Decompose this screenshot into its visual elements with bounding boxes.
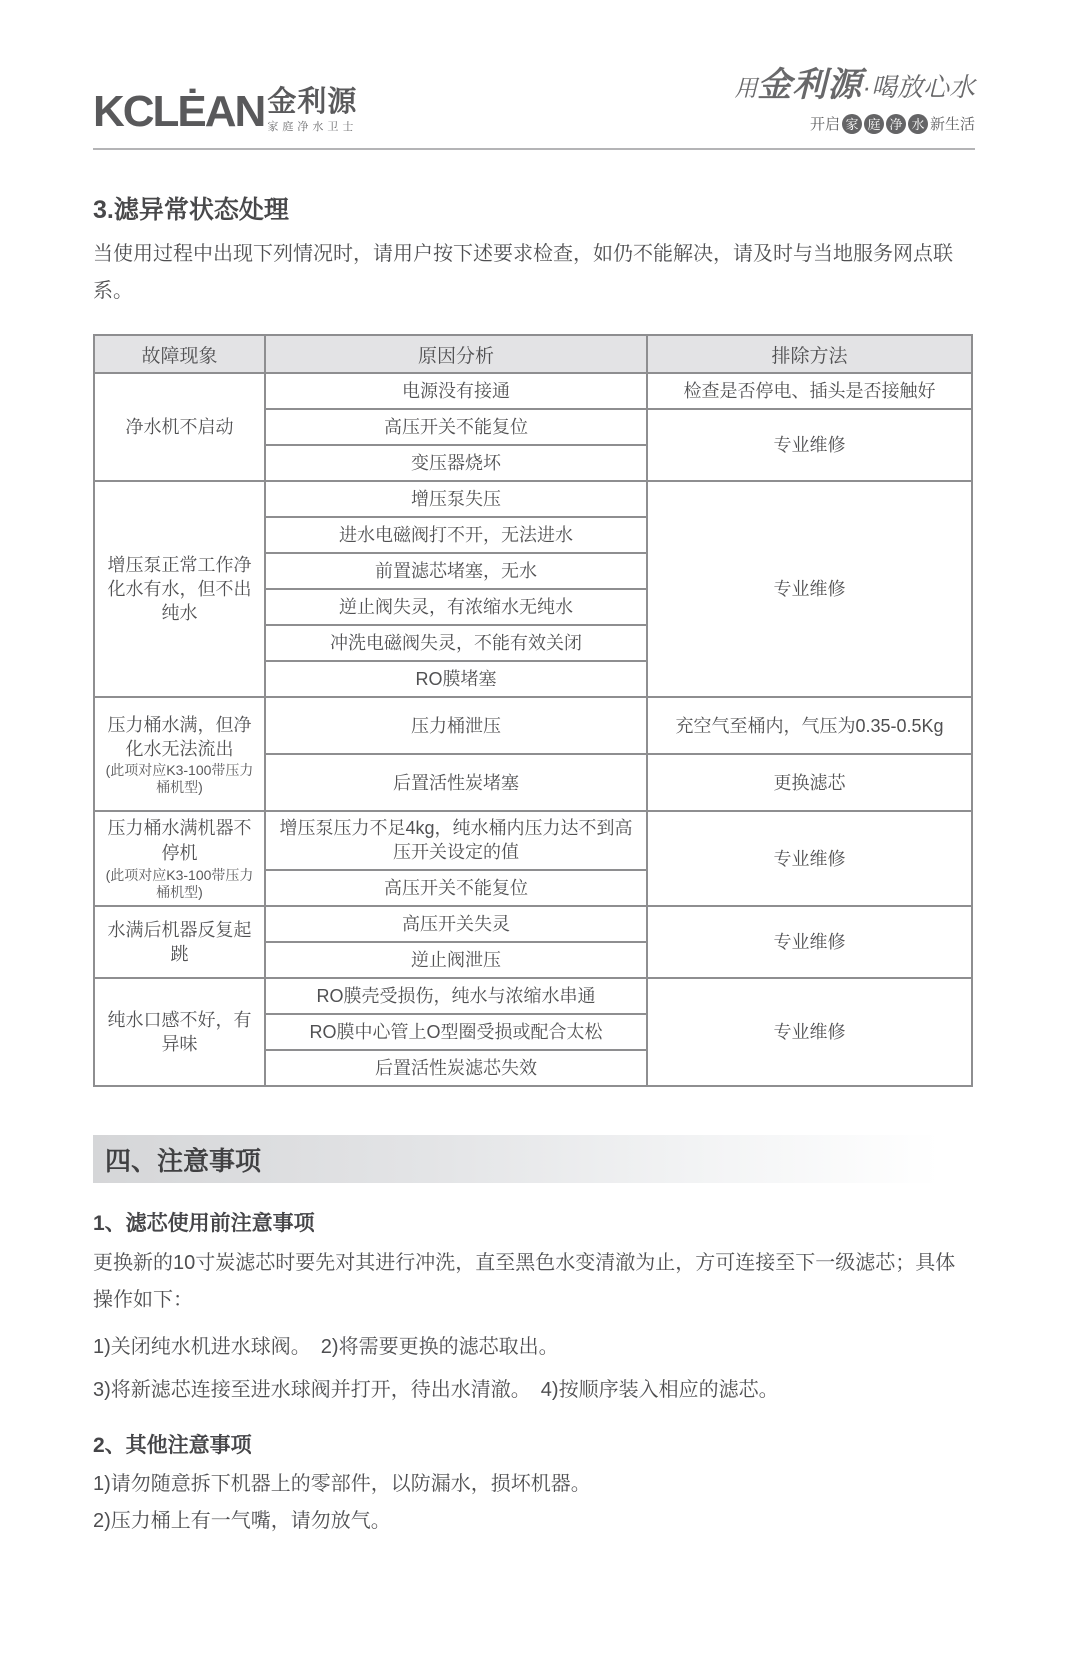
fault-cell: 净水机不启动: [94, 373, 265, 481]
cause-cell: 后置活性炭堵塞: [265, 754, 647, 811]
table-row: [94, 978, 972, 1014]
section3-intro: 当使用过程中出现下列情况时，请用户按下述要求检查，如仍不能解决，请及时与当地服务网点联系。: [93, 243, 953, 302]
solution-cell: 检查是否停电、插头是否接触好: [647, 373, 972, 409]
troubleshooting-table-body: [94, 373, 972, 1086]
manual-page: [0, 68, 1068, 1668]
cause-cell: 变压器烧坏: [265, 445, 647, 481]
sub1-steps-3-4: 3)将新滤芯连接至进水球阀并打开，待出水清澈。 4)按顺序装入相应的滤芯。: [93, 1379, 779, 1401]
slogan-sub-suffix: 新生活: [929, 116, 975, 133]
col-header-fault: 故障现象: [94, 335, 265, 373]
table-row: [94, 906, 972, 942]
cause-cell: 电源没有接通: [265, 373, 647, 409]
brand-logo: [93, 87, 357, 134]
header-divider: [93, 148, 975, 150]
cause-cell: 高压开关不能复位: [265, 409, 647, 445]
slogan-circle-char: 净: [886, 114, 906, 134]
fault-cell: 水满后机器反复起跳: [94, 906, 265, 978]
slogan-sub: [734, 113, 975, 134]
sub1-steps-1-2: 1)关闭纯水机进水球阀。 2)将需要更换的滤芯取出。: [93, 1336, 559, 1358]
slogan-suffix: ·喝放心水: [862, 72, 975, 102]
solution-cell: 专业维修: [647, 811, 972, 906]
fault-cell: 压力桶水满机器不停机 (此项对应K3-100带压力桶机型): [94, 811, 265, 906]
section3-title: 3.滤异常状态处理: [93, 196, 289, 224]
slogan-circle-char: 庭: [864, 114, 884, 134]
fault-note: (此项对应K3-100带压力桶机型): [105, 867, 254, 900]
section-troubleshooting: [93, 190, 973, 1087]
brand-logo-en: KCLĖAN: [93, 87, 265, 136]
cause-cell: 高压开关失灵: [265, 906, 647, 942]
fault-cell: 纯水口感不好，有异味: [94, 978, 265, 1086]
sub1-title: 1、滤芯使用前注意事项: [93, 1212, 315, 1235]
troubleshooting-table: [93, 334, 973, 1087]
cause-cell: 前置滤芯堵塞，无水: [265, 553, 647, 589]
fault-note: (此项对应K3-100带压力桶机型): [105, 761, 254, 795]
slogan-circle-char: 水: [908, 114, 928, 134]
sub2-title: 2、其他注意事项: [93, 1434, 252, 1457]
col-header-cause: 原因分析: [265, 335, 647, 373]
cause-cell: RO膜中心管上O型圈受损或配合太松: [265, 1014, 647, 1050]
cause-cell: 逆止阀失灵，有浓缩水无纯水: [265, 589, 647, 625]
brand-logo-cn-block: [267, 87, 357, 134]
table-row: [94, 697, 972, 754]
fault-cell: 压力桶水满，但净化水无法流出 (此项对应K3-100带压力桶机型): [94, 697, 265, 811]
sub2-item-2: 2)压力桶上有一气嘴，请勿放气。: [93, 1510, 391, 1532]
solution-cell: 专业维修: [647, 409, 972, 481]
slogan-sub-prefix: 开启: [809, 116, 840, 133]
cause-cell: 后置活性炭滤芯失效: [265, 1050, 647, 1086]
table-row: [94, 811, 972, 870]
cause-cell: 高压开关不能复位: [265, 870, 647, 906]
brand-slogan: [734, 68, 975, 134]
slogan-circle-char: 家: [842, 114, 862, 134]
cause-cell: RO膜壳受损伤，纯水与浓缩水串通: [265, 978, 647, 1014]
cause-cell: 增压泵压力不足4kg，纯水桶内压力达不到高压开关设定的值: [265, 811, 647, 870]
section4-header-bar: [93, 1135, 975, 1183]
slogan-prefix: 用: [734, 75, 758, 101]
sub1-paragraph: 更换新的10寸炭滤芯时要先对其进行冲洗，直至黑色水变清澈为止，方可连接至下一级滤芯；具体操作如下：: [93, 1252, 956, 1311]
sub2-item-1: 1)请勿随意拆下机器上的零部件，以防漏水，损坏机器。: [93, 1473, 591, 1495]
solution-cell: 专业维修: [647, 481, 972, 697]
table-row: [94, 373, 972, 409]
fault-cell: 增压泵正常工作净化水有水，但不出纯水: [94, 481, 265, 697]
table-header-row: [94, 335, 972, 373]
solution-cell: 专业维修: [647, 906, 972, 978]
cause-cell: RO膜堵塞: [265, 661, 647, 697]
solution-cell: 充空气至桶内，气压为0.35-0.5Kg: [647, 697, 972, 754]
solution-cell: 专业维修: [647, 978, 972, 1086]
cause-cell: 逆止阀泄压: [265, 942, 647, 978]
cause-cell: 压力桶泄压: [265, 697, 647, 754]
cause-cell: 增压泵失压: [265, 481, 647, 517]
slogan-brand: 金利源: [757, 66, 863, 104]
solution-cell: 更换滤芯: [647, 754, 972, 811]
col-header-solution: 排除方法: [647, 335, 972, 373]
slogan-main: [734, 68, 975, 109]
page-header: [93, 68, 975, 134]
section4-title: 四、注意事项: [105, 1145, 262, 1176]
section-precautions: [93, 1207, 973, 1539]
cause-cell: 冲洗电磁阀失灵，不能有效关闭: [265, 625, 647, 661]
cause-cell: 进水电磁阀打不开，无法进水: [265, 517, 647, 553]
brand-tagline: 家庭净水卫士: [267, 121, 358, 133]
brand-logo-cn: 金利源: [267, 86, 358, 118]
table-row: [94, 481, 972, 517]
